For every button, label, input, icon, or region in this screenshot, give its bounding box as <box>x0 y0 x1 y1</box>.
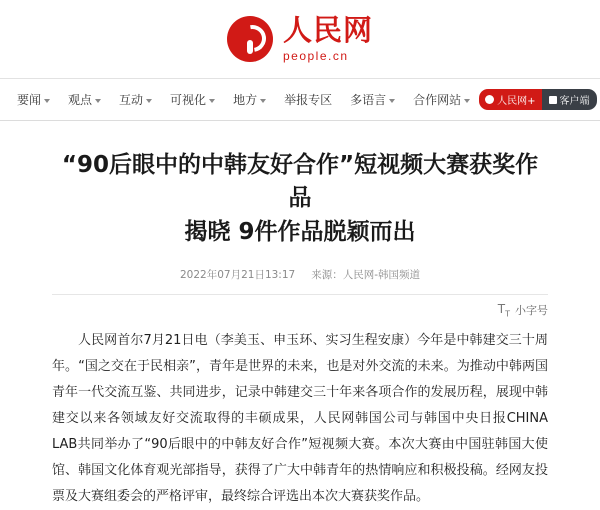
chevron-down-icon <box>389 99 395 103</box>
chevron-down-icon <box>44 99 50 103</box>
main-navigation <box>0 79 600 121</box>
nav-item-label: 合作网站 <box>413 93 462 107</box>
chevron-down-icon <box>209 99 215 103</box>
page-title <box>52 149 548 249</box>
nav-item-hudong[interactable] <box>110 79 161 120</box>
headline-line-2: 揭晓 9件作品脱颖而出 <box>184 218 416 245</box>
nav-item-jubaozhuanqu[interactable] <box>275 79 341 120</box>
logo-title-en: people.cn <box>282 49 349 63</box>
nav-item-label: 地方 <box>233 93 258 107</box>
nav-item-guandian[interactable] <box>59 79 110 120</box>
nav-item-label: 互动 <box>119 93 144 107</box>
article-source: 来源：人民网-韩国频道 <box>311 269 420 282</box>
people-cn-logo-icon <box>227 16 273 62</box>
nav-item-label: 观点 <box>68 93 93 107</box>
nav-item-label: 可视化 <box>170 93 207 107</box>
nav-item-yaowen[interactable] <box>8 79 59 120</box>
nav-item-label: 多语言 <box>350 93 387 107</box>
badge-people-plus[interactable] <box>479 89 541 110</box>
nav-item-duoyuyan[interactable] <box>341 79 404 120</box>
chevron-down-icon <box>95 99 101 103</box>
site-logo[interactable] <box>227 13 373 63</box>
font-size-icon[interactable]: $T_T$ <box>497 302 510 319</box>
chevron-down-icon <box>260 99 266 103</box>
badge-client-app-label: 客户端 <box>559 96 590 107</box>
logo-title-cn: 人民网 <box>282 13 373 47</box>
app-download-badges[interactable] <box>479 89 596 110</box>
nav-item-hezuowangzhan[interactable] <box>404 79 479 120</box>
article-tools <box>52 295 548 322</box>
chevron-down-icon <box>464 99 470 103</box>
badge-client-app[interactable] <box>542 89 597 110</box>
app-icon <box>549 96 557 104</box>
people-logo-icon <box>485 95 494 104</box>
nav-item-difang[interactable] <box>224 79 275 120</box>
chevron-down-icon <box>146 99 152 103</box>
font-size-label[interactable]: 小字号 <box>515 304 548 318</box>
logo-text <box>282 13 373 63</box>
nav-item-label: 要闻 <box>17 93 42 107</box>
headline-line-1: “90后眼中的中韩友好合作”短视频大赛获奖作品 <box>61 152 539 212</box>
nav-item-label: 举报专区 <box>284 93 333 107</box>
article-meta <box>52 267 548 282</box>
site-header <box>0 0 600 79</box>
article-datetime: 2022年07月21日13:17 <box>180 269 296 282</box>
badge-people-plus-label: 人民网+ <box>497 96 536 107</box>
article-body: 人民网首尔7月21日电（李美玉、申玉环、实习生程安康）今年是中韩建交三十周年。“国之交在于民相亲”，青年是世界的未来，也是对外交流的未来。为推动中韩两国青年一代交流互鉴、共同进步，记录中韩建交三十年来各项合作的发展历程，展现中韩建交以来各领域友好交流取得的丰硕成果，人民网韩国公司与韩国中央日报CHINA LAB共同举办了“90后眼中的中韩友好合作”短视频大赛。本次大赛由中国驻韩国大使馆、韩国文化体育观光部指导，获得了广大中韩青年的热情响应和积极投稿。经网友投票及大赛组委会的严格评审，最终综合评选出本次大赛获奖作品。 <box>52 333 548 505</box>
nav-item-keshihua[interactable] <box>161 79 224 120</box>
article-container <box>0 121 600 510</box>
